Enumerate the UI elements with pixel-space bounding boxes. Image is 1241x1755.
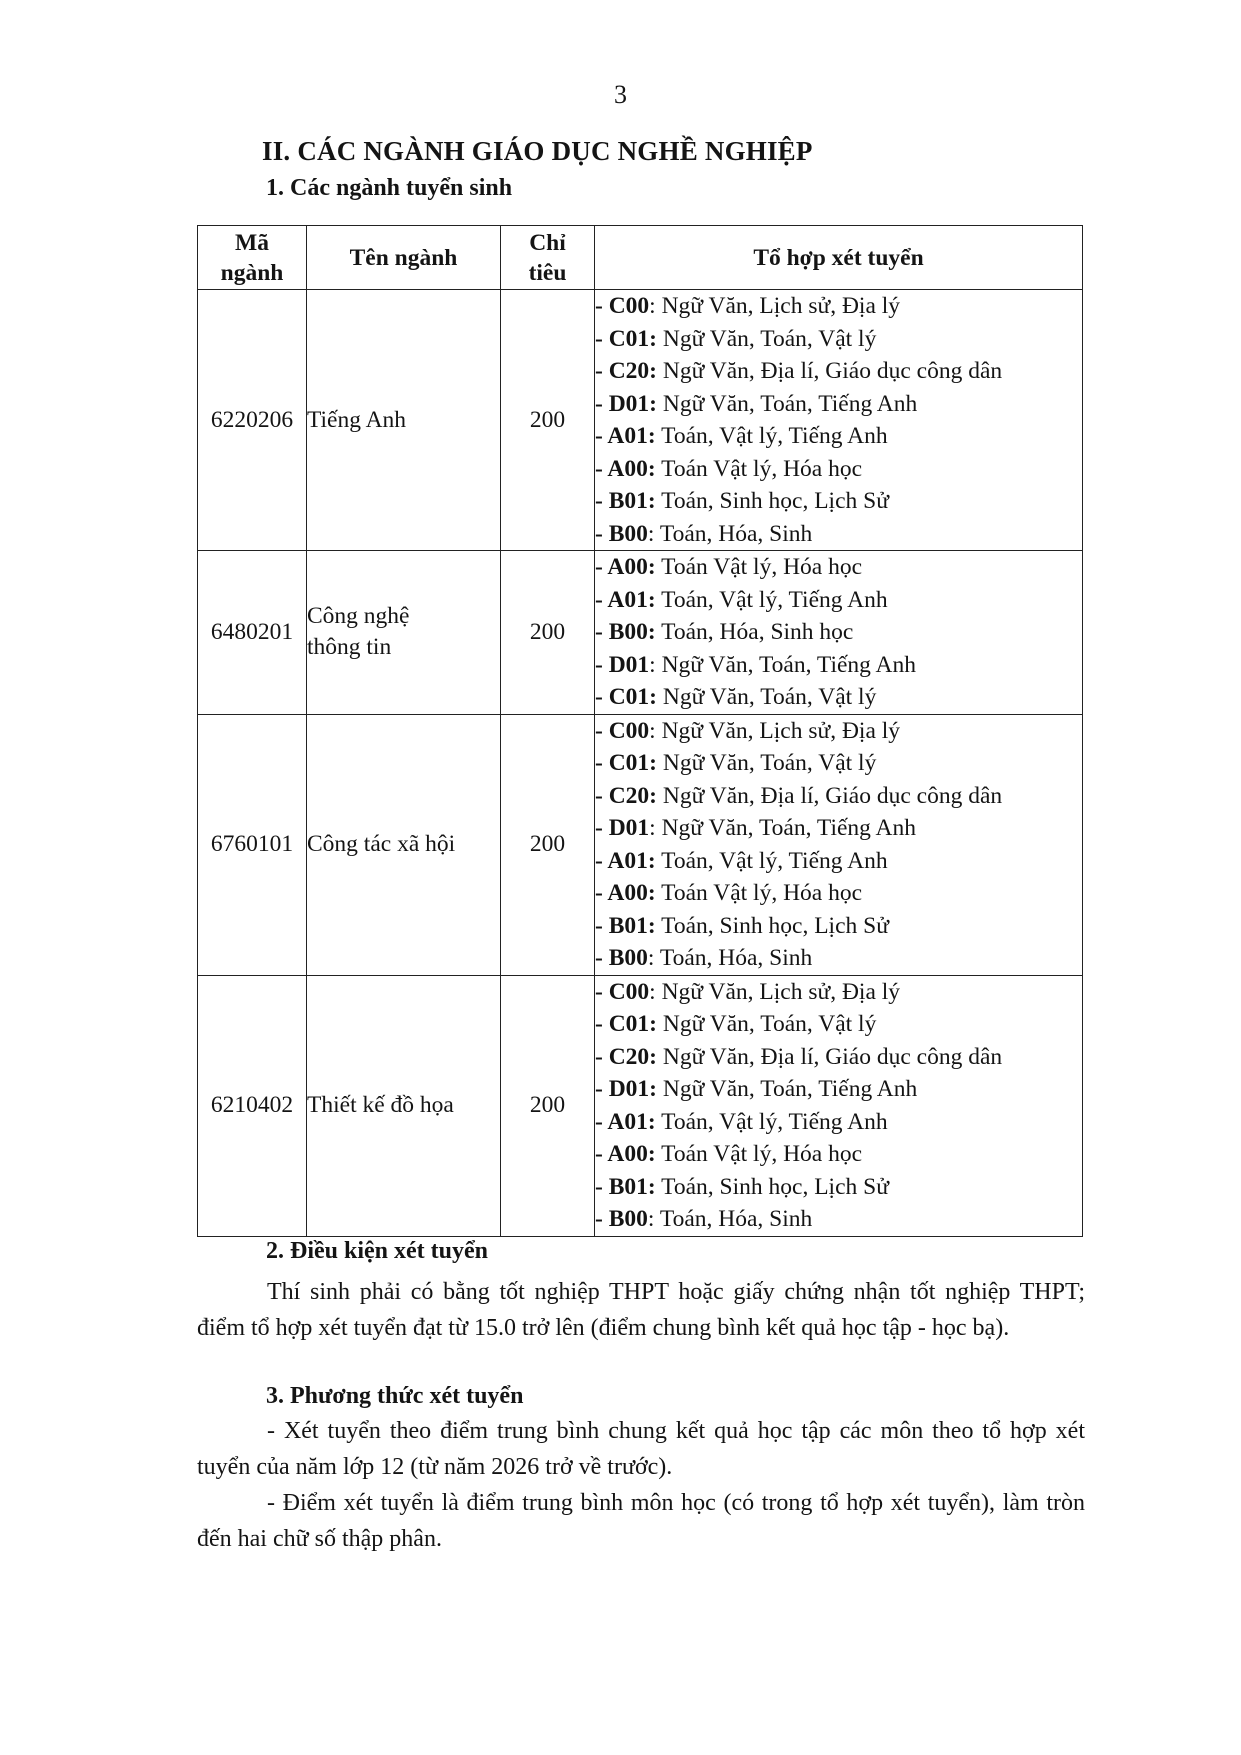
combo-subjects: Toán Vật lý, Hóa học	[655, 880, 863, 906]
combo-subjects: Toán, Hóa, Sinh	[654, 520, 813, 547]
combo-subjects: Toán Vật lý, Hóa học	[655, 554, 863, 580]
combo-code: - C00	[595, 978, 650, 1005]
combo-code: - B00	[595, 520, 648, 547]
major-name-line1: Công tác xã hội	[307, 831, 456, 857]
combo-code: - A01:	[595, 423, 656, 449]
combo-item	[595, 877, 1082, 910]
table-row	[198, 290, 1083, 551]
combo-separator: :	[649, 293, 656, 319]
combo-code: - B00	[595, 1206, 648, 1232]
combo-subjects: Ngữ Văn, Lịch sử, Địa lý	[655, 293, 901, 319]
combo-code: - D01:	[595, 390, 657, 417]
table-row	[198, 975, 1083, 1236]
major-quota: 200	[501, 551, 595, 715]
combo-subjects: Ngữ Văn, Toán, Vật lý	[657, 1011, 877, 1037]
method-item-1: - Xét tuyển theo điểm trung bình chung kết quả học tập các môn theo tổ hợp xét tuyển của năm lớp 12 (từ năm 2026 trở về trước).	[197, 1418, 1085, 1480]
combo-item	[595, 1073, 1082, 1106]
combo-code: - C00	[595, 717, 650, 744]
combo-code: - A01:	[595, 586, 656, 613]
combo-subjects: Toán, Sinh học, Lịch Sử	[655, 912, 889, 939]
header-quota-line1: Chỉ	[529, 229, 566, 256]
combo-item	[595, 1041, 1082, 1074]
combo-item	[595, 518, 1082, 551]
combo-code: - B00	[595, 945, 648, 971]
major-quota: 200	[501, 975, 595, 1236]
combo-item	[595, 453, 1082, 486]
major-code: 6220206	[198, 290, 307, 551]
combo-item	[595, 323, 1082, 356]
combo-subjects: Toán, Hóa, Sinh	[654, 1206, 813, 1232]
combo-separator: :	[647, 1206, 655, 1232]
major-name	[307, 975, 501, 1236]
combo-item	[595, 1008, 1082, 1041]
major-quota: 200	[501, 714, 595, 975]
header-name: Tên ngành	[307, 226, 501, 290]
combo-code: - B01:	[595, 912, 656, 939]
combo-separator: :	[649, 978, 656, 1005]
combo-subjects: Toán, Hóa, Sinh học	[655, 619, 854, 645]
combo-code: - D01:	[595, 1076, 657, 1102]
major-combos	[595, 551, 1083, 715]
combo-subjects: Ngữ Văn, Địa lí, Giáo dục công dân	[657, 1043, 1003, 1070]
combo-item	[595, 942, 1082, 975]
combo-subjects: Ngữ Văn, Toán, Vật lý	[657, 325, 877, 352]
major-combos	[595, 714, 1083, 975]
combo-code: - B01:	[595, 488, 656, 514]
header-quota-line2: tiêu	[528, 259, 567, 286]
combo-subjects: Ngữ Văn, Toán, Vật lý	[657, 750, 877, 776]
majors-table	[197, 225, 1083, 1237]
combo-code: - C20:	[595, 1043, 657, 1070]
combo-subjects: Toán, Sinh học, Lịch Sử	[655, 488, 889, 514]
major-name-line2: thông tin	[307, 634, 392, 661]
combo-code: - A01:	[595, 1108, 656, 1135]
major-name	[307, 551, 501, 715]
combo-code: - C01:	[595, 1011, 657, 1037]
combo-subjects: Ngữ Văn, Lịch sử, Địa lý	[655, 978, 901, 1005]
combo-item	[595, 584, 1082, 617]
combo-item	[595, 1138, 1082, 1171]
combo-code: - C01:	[595, 684, 657, 710]
page-number: 3	[614, 80, 627, 109]
combo-item	[595, 1203, 1082, 1236]
table-row	[198, 551, 1083, 715]
combo-subjects: Toán Vật lý, Hóa học	[655, 1141, 863, 1167]
combo-subjects: Ngữ Văn, Lịch sử, Địa lý	[655, 717, 901, 744]
combo-subjects: Ngữ Văn, Toán, Tiếng Anh	[657, 390, 918, 417]
section-title: II. CÁC NGÀNH GIÁO DỤC NGHỀ NGHIỆP	[262, 136, 813, 166]
combo-code: - C20:	[595, 358, 657, 384]
conditions-heading: 2. Điều kiện xét tuyển	[266, 1238, 488, 1264]
combo-separator: :	[649, 651, 656, 678]
combo-subjects: Toán, Vật lý, Tiếng Anh	[655, 423, 888, 449]
combo-code: - B01:	[595, 1173, 656, 1200]
combo-item	[595, 616, 1082, 649]
conditions-text: Thí sinh phải có bằng tốt nghiệp THPT hoặc giấy chứng nhận tốt nghiệp THPT; điểm tổ hợp xét tuyển đạt từ 15.0 trở lên (điểm chung bình kết quả học tập - học bạ).	[197, 1279, 1085, 1341]
table-header-row	[198, 226, 1083, 290]
combo-code: - C20:	[595, 782, 657, 809]
combo-item	[595, 290, 1082, 323]
table-body	[198, 290, 1083, 1237]
combo-item	[595, 649, 1082, 682]
combo-code: - A00:	[595, 554, 656, 580]
combo-subjects: Ngữ Văn, Toán, Tiếng Anh	[655, 651, 916, 678]
header-code	[198, 226, 307, 290]
combo-code: - A00:	[595, 1141, 656, 1167]
combo-subjects: Ngữ Văn, Địa lí, Giáo dục công dân	[657, 358, 1003, 384]
combo-code: - C01:	[595, 750, 657, 776]
combo-item	[595, 485, 1082, 518]
combo-subjects: Ngữ Văn, Toán, Tiếng Anh	[655, 815, 916, 841]
major-name-line1: Công nghệ	[307, 603, 410, 630]
combo-separator: :	[649, 815, 656, 841]
majors-heading: 1. Các ngành tuyển sinh	[266, 175, 513, 201]
major-code: 6480201	[198, 551, 307, 715]
major-code: 6760101	[198, 714, 307, 975]
header-code-line2: ngành	[220, 259, 284, 286]
table-row	[198, 714, 1083, 975]
major-name-line1: Tiếng Anh	[307, 406, 407, 433]
combo-item	[595, 747, 1082, 780]
combo-subjects: Ngữ Văn, Địa lí, Giáo dục công dân	[657, 782, 1003, 809]
combo-item	[595, 355, 1082, 388]
combo-item	[595, 715, 1082, 748]
combo-item	[595, 1171, 1082, 1204]
combo-code: - A00:	[595, 880, 656, 906]
combo-code: - C01:	[595, 325, 657, 352]
combo-item	[595, 976, 1082, 1009]
combo-separator: :	[649, 717, 656, 744]
methods-heading: 3. Phương thức xét tuyển	[266, 1383, 524, 1409]
combo-item	[595, 845, 1082, 878]
major-combos	[595, 290, 1083, 551]
combo-code: - A01:	[595, 847, 656, 874]
header-combos: Tổ hợp xét tuyển	[595, 226, 1083, 290]
combo-code: - C00	[595, 293, 650, 319]
major-combos	[595, 975, 1083, 1236]
combo-item	[595, 812, 1082, 845]
combo-subjects: Toán, Sinh học, Lịch Sử	[655, 1173, 889, 1200]
combo-code: - A00:	[595, 455, 656, 482]
combo-separator: :	[647, 945, 655, 971]
method-item-2: - Điểm xét tuyển là điểm trung bình môn học (có trong tổ hợp xét tuyển), làm tròn đến hai chữ số thập phân.	[197, 1490, 1085, 1552]
combo-code: - D01	[595, 815, 650, 841]
combo-code: - D01	[595, 651, 650, 678]
combo-item	[595, 910, 1082, 943]
major-name	[307, 290, 501, 551]
header-code-line1: Mã	[235, 229, 269, 256]
combo-subjects: Ngữ Văn, Toán, Tiếng Anh	[657, 1076, 918, 1102]
major-code: 6210402	[198, 975, 307, 1236]
combo-subjects: Ngữ Văn, Toán, Vật lý	[657, 684, 877, 710]
major-quota: 200	[501, 290, 595, 551]
combo-subjects: Toán, Vật lý, Tiếng Anh	[655, 586, 888, 613]
combo-item	[595, 420, 1082, 453]
combo-code: - B00:	[595, 619, 656, 645]
combo-item	[595, 780, 1082, 813]
combo-item	[595, 388, 1082, 421]
combo-separator: :	[647, 520, 655, 547]
combo-subjects: Toán Vật lý, Hóa học	[655, 455, 863, 482]
combo-subjects: Toán, Vật lý, Tiếng Anh	[655, 847, 888, 874]
combo-subjects: Toán, Hóa, Sinh	[654, 945, 813, 971]
combo-item	[595, 681, 1082, 714]
header-quota	[501, 226, 595, 290]
major-name	[307, 714, 501, 975]
combo-subjects: Toán, Vật lý, Tiếng Anh	[655, 1108, 888, 1135]
combo-item	[595, 1106, 1082, 1139]
major-name-line1: Thiết kế đồ họa	[307, 1092, 454, 1118]
combo-item	[595, 551, 1082, 584]
